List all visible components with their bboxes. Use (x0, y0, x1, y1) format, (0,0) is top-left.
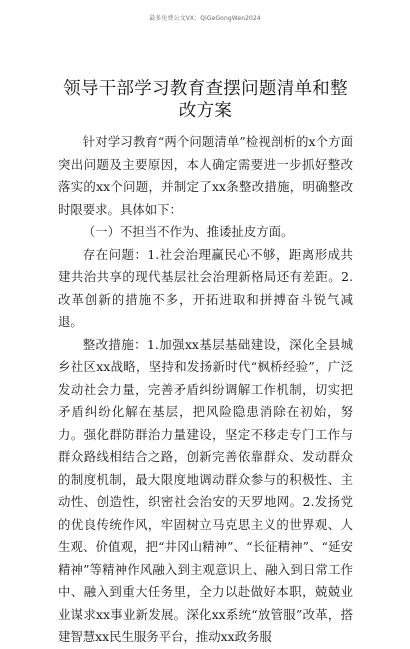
section-heading: （一）不担当不作为、推诿扯皮方面。 (82, 224, 294, 239)
document-page (58, 78, 353, 649)
intro-paragraph: 针对学习教育“两个问题清单”检视剖析的x个方面突出问题及主要原因，本人确定需要进一步抓好整改落实的xx个问题，并制定了xx条整改措施，明确整改时限要求。具体如下： (58, 134, 353, 217)
header-watermark: 最多免费公文VX：QiGeGongWen2024 (149, 15, 261, 22)
measures-paragraph: 整改措施：1.加强xx基层基础建设，深化全县城乡社区xx战略，坚持和发扬新时代“枫桥经验”，广泛发动社会力量，完善矛盾纠纷调解工作机制，切实把矛盾纠纷化解在基层，把风险隐患消除在初始，努力。强化群防群治力量建设，坚定不移走专门工作与群众路线相结合之路，创新完善依靠群众、发动群众的制度机制，最大限度地调动群众参与的积极性、主动性、创造性，织密社会治安的天罗地网。2.发扬党的优良传统作风，牢固树立马克思主义的世界观、人生观、价值观，把“井冈山精神”、“长征精神”、“延安精神”等精神作风融入到主观意识上、融入到日常工作中、融入到重大任务里，全力以赴做好本职，兢兢业业谋求xx事业新发展。深化xx系统“放管服”改革，搭建智慧xx民生服务平台，推动xx政务服 (58, 336, 353, 644)
problems-paragraph: 存在问题：1.社会治理赢民心不够，距离形成共建共治共享的现代基层社会治理新格局还有差距。2.改革创新的措施不多，开拓进取和拼搏奋斗锐气减退。 (58, 246, 353, 329)
document-title: 领导干部学习教育查摆问题清单和整改方案 (63, 79, 348, 121)
